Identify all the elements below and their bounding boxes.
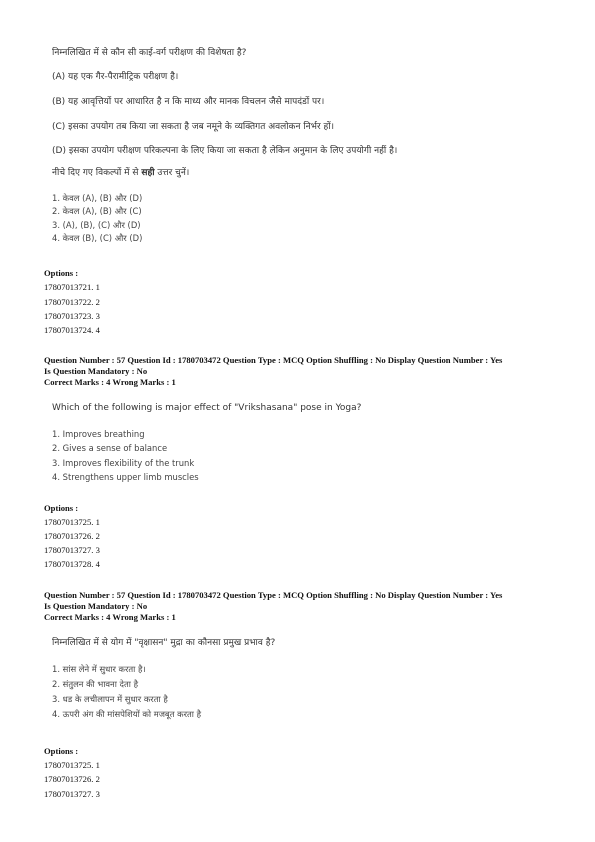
meta-line-1: Question Number : 57 Question Id : 1780703472 Question Type : MCQ Option Shuffling : No Display Question Number : Yes — [44, 590, 503, 600]
choice-2: 2. Gives a sense of balance — [52, 443, 168, 453]
choice-3: 3. Improves flexibility of the trunk — [52, 458, 195, 468]
question-text: Which of the following is major effect of "Vrikshasana" pose in Yoga? — [52, 403, 362, 413]
meta-line-3: Correct Marks : 4 Wrong Marks : 1 — [44, 377, 176, 387]
meta-line-2: Is Question Mandatory : No — [44, 601, 148, 611]
instruction-bold: सही — [141, 168, 155, 178]
choice-1: 1. Improves breathing — [52, 429, 145, 439]
option-id: 17807013726. 2 — [44, 774, 100, 784]
choice-4: 4. केवल (B), (C) और (D) — [52, 233, 143, 243]
statement-b: (B) यह आवृत्तियों पर आधारित है न कि माध्य और मानक विचलन जैसे मापदंडों पर। — [52, 97, 325, 107]
instruction-pre: नीचे दिए गए विकल्पों में से — [52, 168, 142, 178]
option-id: 17807013721. 1 — [44, 282, 100, 292]
choice-2: 2. संतुलन की भावना देता है — [52, 679, 139, 689]
instruction — [52, 168, 189, 179]
statement-c: (C) इसका उपयोग तब किया जा सकता है जब नमूने के व्यक्तिगत अवलोकन निर्भर हों। — [52, 122, 335, 132]
instruction-post: उत्तर चुनें। — [154, 168, 190, 178]
option-id: 17807013727. 3 — [44, 789, 100, 799]
meta-line-2: Is Question Mandatory : No — [44, 366, 148, 376]
choice-1: 1. सांस लेने में सुधार करता है। — [52, 664, 146, 674]
option-id: 17807013726. 2 — [44, 531, 100, 541]
option-id: 17807013727. 3 — [44, 545, 100, 555]
statement-a: (A) यह एक गैर-पैरामीट्रिक परीक्षण है। — [52, 72, 179, 82]
question-text: निम्नलिखित में से योग में "वृक्षासन" मुद्रा का कौनसा प्रमुख प्रभाव है? — [52, 638, 276, 648]
option-id: 17807013723. 3 — [44, 311, 100, 321]
meta-line-1: Question Number : 57 Question Id : 1780703472 Question Type : MCQ Option Shuffling : No Display Question Number : Yes — [44, 355, 503, 365]
option-id: 17807013724. 4 — [44, 325, 100, 335]
options-label: Options : — [44, 746, 79, 756]
option-id: 17807013725. 1 — [44, 517, 100, 527]
question-text: निम्नलिखित में से कौन सी काई-वर्ग परीक्षण की विशेषता है? — [52, 48, 247, 58]
option-id: 17807013725. 1 — [44, 760, 100, 770]
choice-3: 3. (A), (B), (C) और (D) — [52, 220, 141, 230]
statement-d: (D) इसका उपयोग परीक्षण परिकल्पना के लिए किया जा सकता है लेकिन अनुमान के लिए उपयोगी नहीं है। — [52, 146, 398, 156]
choice-3: 3. धड के लचीलापन में सुधार करता है — [52, 694, 168, 704]
option-id: 17807013722. 2 — [44, 297, 100, 307]
meta-line-3: Correct Marks : 4 Wrong Marks : 1 — [44, 612, 176, 622]
options-label: Options : — [44, 503, 79, 513]
option-id: 17807013728. 4 — [44, 559, 100, 569]
choice-4: 4. ऊपरी अंग की मांसपेशियों को मजबूत करता है — [52, 709, 202, 719]
options-label: Options : — [44, 268, 79, 278]
choice-1: 1. केवल (A), (B) और (D) — [52, 193, 143, 203]
choice-4: 4. Strengthens upper limb muscles — [52, 472, 199, 482]
choice-2: 2. केवल (A), (B) और (C) — [52, 206, 142, 216]
